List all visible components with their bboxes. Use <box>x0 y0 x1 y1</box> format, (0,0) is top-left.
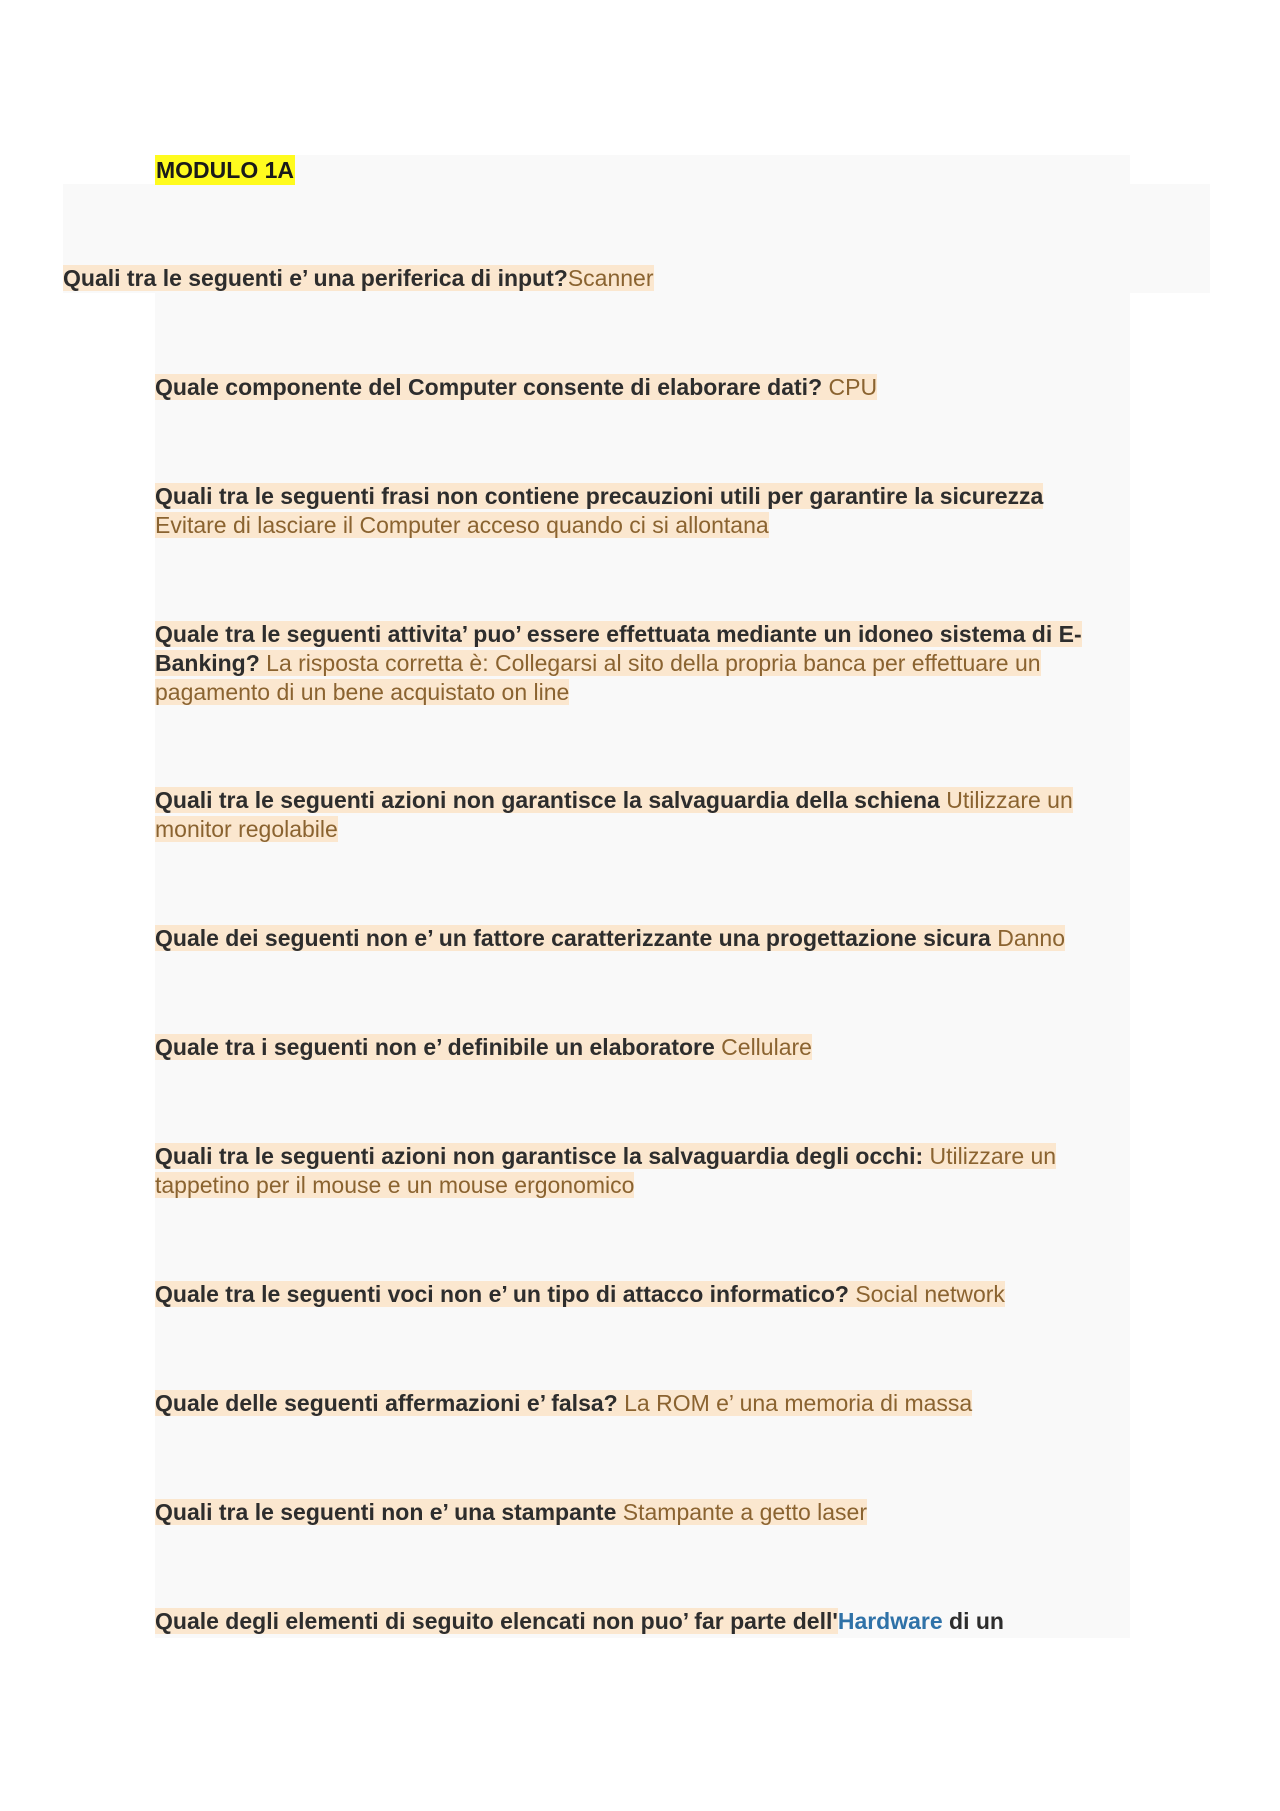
question: Quali tra le seguenti azioni non garantisce la salvaguardia della schiena <box>155 787 940 813</box>
answer: Stampante a getto laser <box>616 1499 867 1525</box>
answer: Utilizzare un monitor regolabile <box>155 787 1073 842</box>
question: Quale tra i seguenti non e’ definibile un elaboratore <box>155 1034 715 1060</box>
question-tail: di un <box>942 1608 1004 1634</box>
question: Quale tra le seguenti voci non e’ un tipo di attacco informatico? <box>155 1281 849 1307</box>
question: Quale delle seguenti affermazioni e’ falsa? <box>155 1390 618 1416</box>
question: Quale dei seguenti non e’ un fattore caratterizzante una progettazione sicura <box>155 925 991 951</box>
qa-item <box>155 482 1115 540</box>
question: Quale degli elementi di seguito elencati non puo’ far parte dell' <box>155 1608 838 1634</box>
hardware-link[interactable]: Hardware <box>837 1608 943 1634</box>
qa-item <box>155 1389 1115 1418</box>
qa-item <box>155 924 1115 953</box>
page-title: MODULO 1A <box>156 157 294 183</box>
question: Quali tra le seguenti e’ una periferica di input? <box>63 265 568 291</box>
qa-item <box>155 1280 1115 1309</box>
question: Quali tra le seguenti azioni non garantisce la salvaguardia degli occhi: <box>155 1143 924 1169</box>
answer: Evitare di lasciare il Computer acceso quando ci si allontana <box>155 512 769 538</box>
qa-item-last <box>155 1607 1115 1636</box>
answer: Scanner <box>567 265 654 291</box>
qa-item <box>155 373 1115 402</box>
answer: CPU <box>822 374 878 400</box>
answer: La risposta corretta è: Collegarsi al sito della propria banca per effettuare un pagamento di un bene acquistato on line <box>155 650 1041 705</box>
question: Quali tra le seguenti frasi non contiene precauzioni utili per garantire la sicurezza <box>155 483 1044 509</box>
answer: Cellulare <box>714 1034 812 1060</box>
qa-item <box>155 786 1115 844</box>
qa-item <box>155 620 1115 707</box>
question: Quali tra le seguenti non e’ una stampante <box>155 1499 617 1525</box>
answer: Utilizzare un tappetino per il mouse e un mouse ergonomico <box>155 1143 1057 1198</box>
qa-item <box>63 264 1163 293</box>
question: Quale componente del Computer consente di elaborare dati? <box>155 374 823 400</box>
answer: Social network <box>848 1281 1005 1307</box>
question: Quale tra le seguenti attivita’ puo’ essere effettuata mediante un idoneo sistema di E-Banking? <box>155 621 1082 676</box>
qa-item <box>155 1033 1115 1062</box>
qa-item <box>155 1142 1115 1200</box>
answer: La ROM e’ una memoria di massa <box>617 1390 973 1416</box>
answer: Danno <box>990 925 1066 951</box>
qa-item <box>155 1498 1115 1527</box>
